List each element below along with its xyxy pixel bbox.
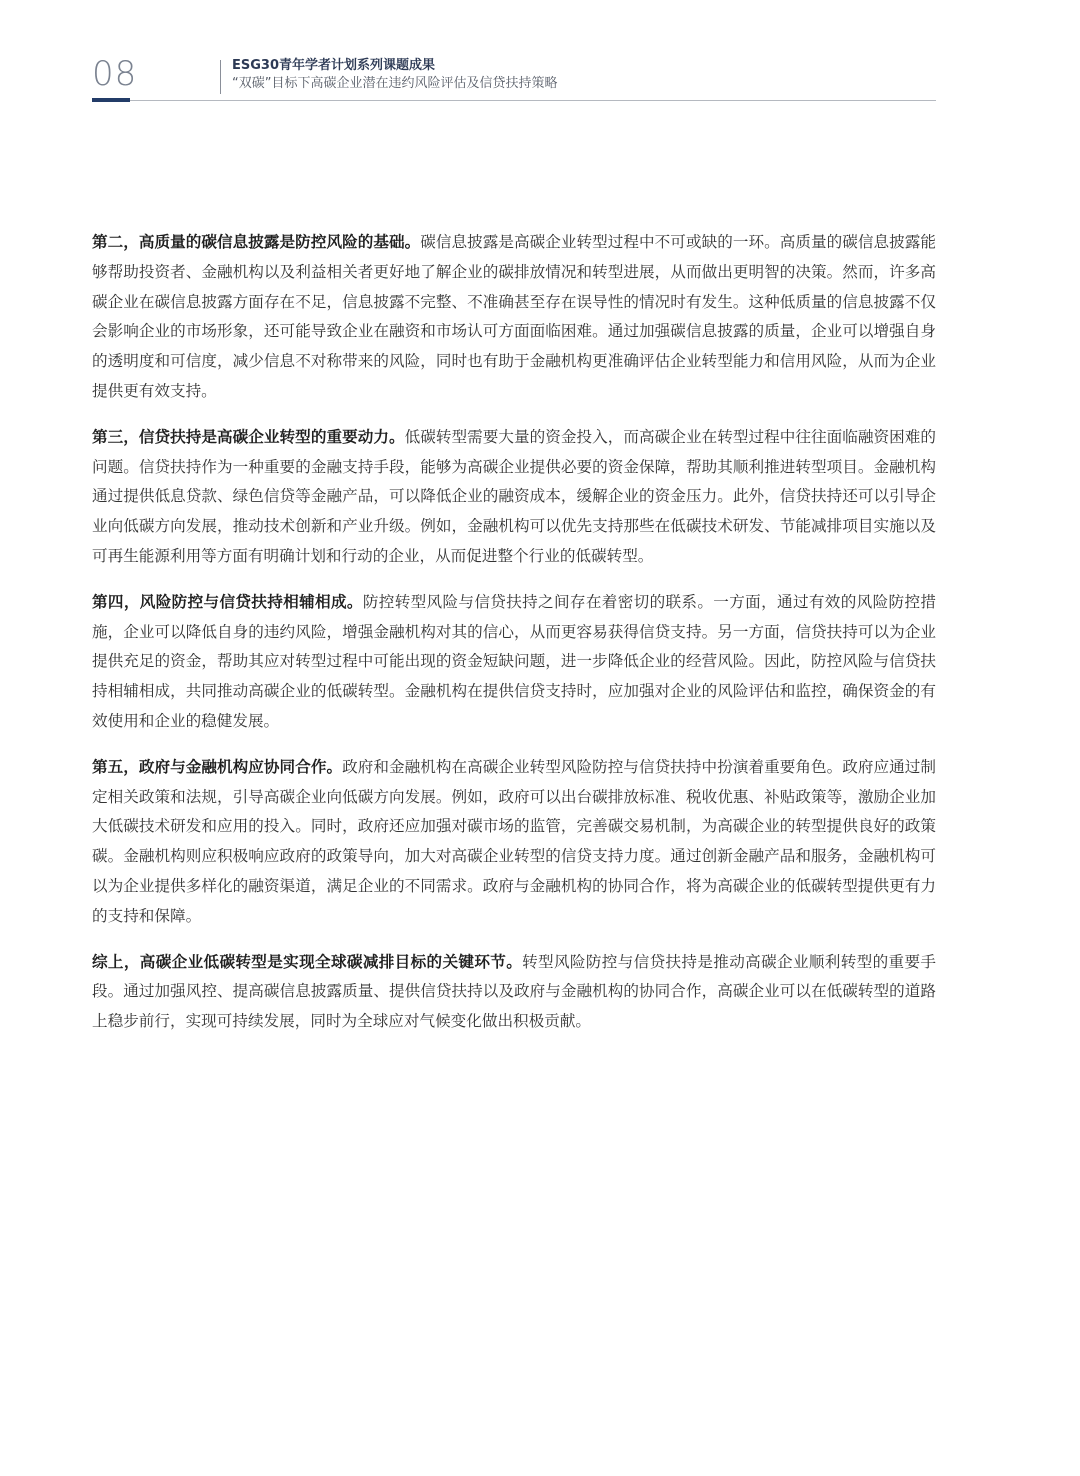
header-rule-accent [92,98,130,102]
paragraph-body: 防控转型风险与信贷扶持之间存在着密切的联系。一方面，通过有效的风险防控措施，企业可以降低自身的违约风险，增强金融机构对其的信心，从而更容易获得信贷支持。另一方面，信贷扶持可以为企业提供充足的资金，帮助其应对转型过程中可能出现的资金短缺问题，进一步降低企业的经营风险。因此，防控风险与信贷扶持相辅相成，共同推动高碳企业的低碳转型。金融机构在提供信贷支持时，应加强对企业的风险评估和监控，确保资金的有效使用和企业的稳健发展。 [92,592,936,730]
series-title: ESG30青年学者计划系列课题成果 [232,58,436,73]
header-rule [92,100,936,101]
page-number: 08 [92,54,138,94]
paragraph-lead: 第五，政府与金融机构应协同合作。 [92,757,343,776]
paragraph-lead: 第四，风险防控与信贷扶持相辅相成。 [92,592,363,611]
body-content [92,228,936,1053]
paragraph-lead: 第三，信贷扶持是高碳企业转型的重要动力。 [92,427,405,446]
paragraph-conclusion [92,948,936,1037]
paragraph-second [92,228,936,407]
paragraph-lead: 第二，高质量的碳信息披露是防控风险的基础。 [92,233,421,251]
paragraph-lead: 综上，高碳企业低碳转型是实现全球碳减排目标的关键环节。 [92,952,523,971]
paragraph-third [92,423,936,572]
report-title: “双碳”目标下高碳企业潜在违约风险评估及信贷扶持策略 [232,76,558,91]
paragraph-body: 转型风险防控与信贷扶持是推动高碳企业顺利转型的重要手段。通过加强风控、提高碳信息披露质量、提供信贷扶持以及政府与金融机构的协同合作，高碳企业可以在低碳转型的道路上稳步前行，实现可持续发展，同时为全球应对气候变化做出积极贡献。 [92,952,936,1031]
paragraph-body: 碳信息披露是高碳企业转型过程中不可或缺的一环。高质量的碳信息披露能够帮助投资者、金融机构以及利益相关者更好地了解企业的碳排放情况和转型进展，从而做出更明智的决策。然而，许多高碳企业在碳信息披露方面存在不足，信息披露不完整、不准确甚至存在误导性的情况时有发生。这种低质量的信息披露不仅会影响企业的市场形象，还可能导致企业在融资和市场认可方面面临困难。通过加强碳信息披露的质量，企业可以增强自身的透明度和可信度，减少信息不对称带来的风险，同时也有助于金融机构更准确评估企业转型能力和信用风险，从而为企业提供更有效支持。 [92,233,936,400]
header-divider [220,60,221,94]
paragraph-fifth [92,753,936,932]
paragraph-body: 低碳转型需要大量的资金投入，而高碳企业在转型过程中往往面临融资困难的问题。信贷扶持作为一种重要的金融支持手段，能够为高碳企业提供必要的资金保障，帮助其顺利推进转型项目。金融机构通过提供低息贷款、绿色信贷等金融产品，可以降低企业的融资成本，缓解企业的资金压力。此外，信贷扶持还可以引导企业向低碳方向发展，推动技术创新和产业升级。例如，金融机构可以优先支持那些在低碳技术研发、节能减排项目实施以及可再生能源利用等方面有明确计划和行动的企业，从而促进整个行业的低碳转型。 [92,427,936,565]
paragraph-body: 政府和金融机构在高碳企业转型风险防控与信贷扶持中扮演着重要角色。政府应通过制定相关政策和法规，引导高碳企业向低碳方向发展。例如，政府可以出台碳排放标准、税收优惠、补贴政策等，激励企业加大低碳技术研发和应用的投入。同时，政府还应加强对碳市场的监管，完善碳交易机制，为高碳企业的转型提供良好的政策碳。金融机构则应积极响应政府的政策导向，加大对高碳企业转型的信贷支持力度。通过创新金融产品和服务，金融机构可以为企业提供多样化的融资渠道，满足企业的不同需求。政府与金融机构的协同合作，将为高碳企业的低碳转型提供更有力的支持和保障。 [92,757,936,925]
page-header [92,54,936,104]
paragraph-fourth [92,588,936,737]
